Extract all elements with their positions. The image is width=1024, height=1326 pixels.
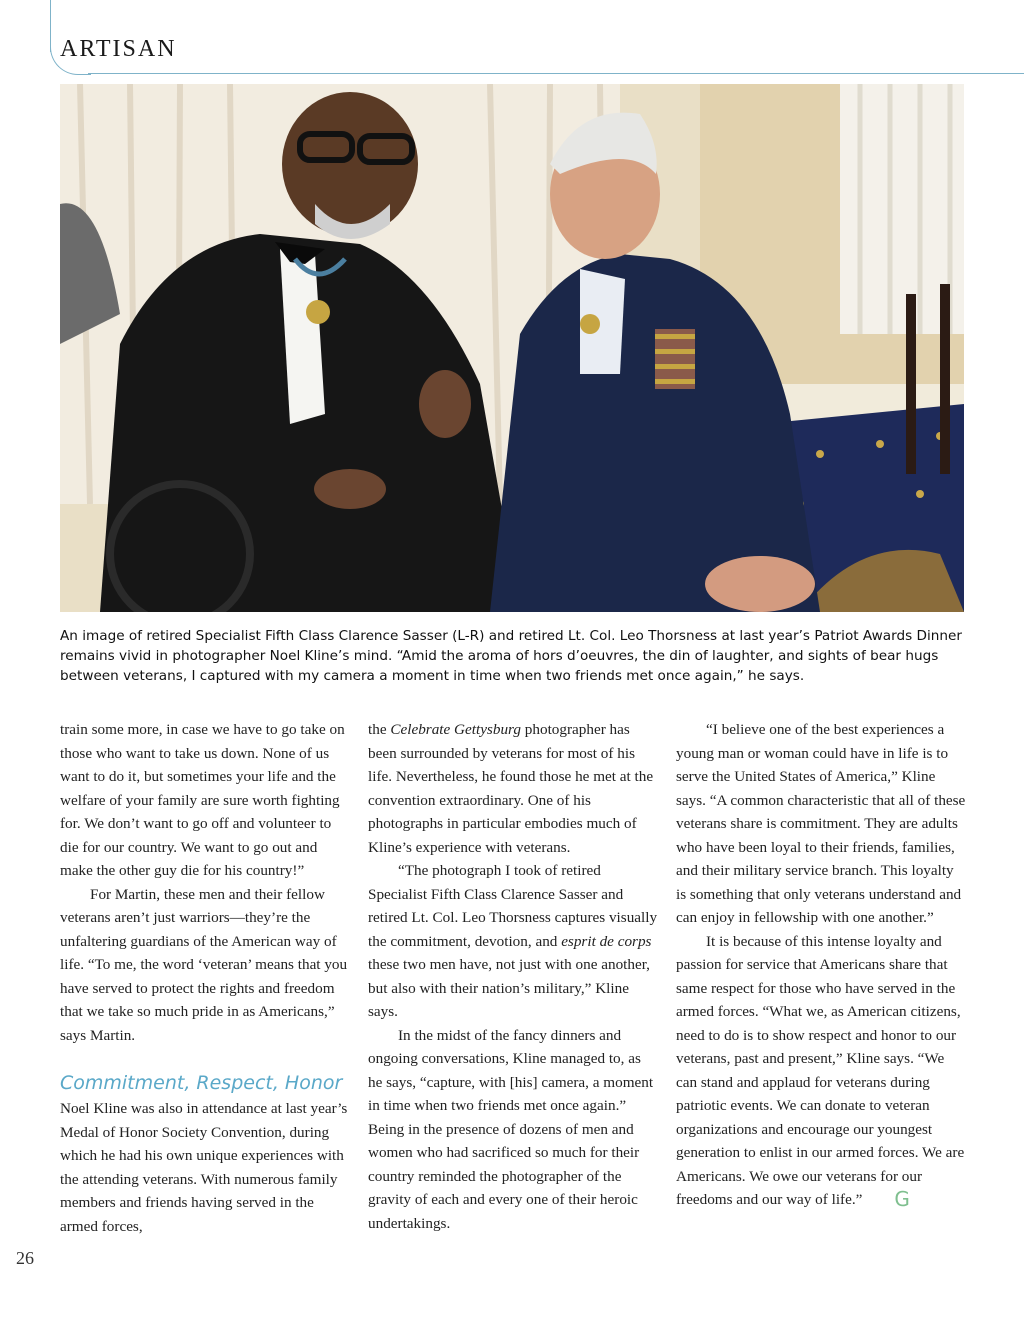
- column2-paragraph-3: In the midst of the fancy dinners and ongoing conversations, Kline managed to, as he says, “capture, with [his] camera, a moment in time when two friends met once again.” Being in the presence of dozens of men and women who had sacrificed so much for their country reminded the photographer of the gravity of each and every one of their heroic undertakings.: [368, 1026, 654, 1232]
- article-column-1: [60, 718, 350, 1238]
- column2-p2-text-a: “The photograph I took of retired Specialist Fifth Class Clarence Sasser and retired Lt. Col. Leo Thorsness captures visually the commitment, devotion, and: [368, 862, 658, 950]
- article-column-2: [368, 718, 658, 1235]
- column2-p1-text-a: the: [368, 721, 391, 738]
- column2-paragraph-2: [368, 859, 658, 1024]
- column1-paragraph-1: train some more, in case we have to go take on those who want to take us down. None of us want to do it, but sometimes your life and the welfare of your family are sure worth fighting for. We don’t want to go off and volunteer to die for our country. We want to go out and make the other guy die for his country!”: [60, 721, 345, 879]
- header-frame-rule: [88, 73, 1024, 74]
- column2-p2-italic: esprit de corps: [561, 932, 652, 950]
- column3-p2-text: It is because of this intense loyalty and passion for service that Americans share that same respect for those who have served in the armed forces. “What we, as American citizens, need to do is to show respect and honor to our veterans, past and present,” Kline says. “We can stand and applaud for veterans during patriotic events. We can donate to veteran organizations and encourage our youngest generation to enlist in our armed forces. We are Americans. We owe our veterans for our freedoms and our way of life.”: [676, 932, 965, 1208]
- article-photo: [60, 84, 964, 612]
- photo-illustration: [60, 84, 964, 612]
- column2-p1-text-b: photographer has been surrounded by veterans for most of his life. Nevertheless, he found those he met at the convention extraordinary. One of his photographs in particular embodies much of Kline’s experience with veterans.: [368, 721, 654, 856]
- article-column-3: [676, 718, 966, 1212]
- section-subheading: Commitment, Respect, Honor: [60, 1072, 343, 1094]
- column3-paragraph-2: [676, 930, 966, 1212]
- column2-p1-italic: Celebrate Gettysburg: [390, 721, 521, 738]
- column1-paragraph-2: For Martin, these men and their fellow veterans aren’t just warriors—they’re the unfaltering guardians of the American way of life. “To me, the word ‘veteran’ means that you have served to protect the rights and freedom that we take so much pride in as Americans,” says Martin.: [60, 885, 348, 1044]
- column3-paragraph-1: “I believe one of the best experiences a young man or woman could have in life is to serve the United States of America,” Kline says. “A common characteristic that all of these veterans share is commitment. They are adults who have been loyal to their friends, families, and their military service branch. This loyalty is something that only veterans understand and can enjoy in fellowship with one another.”: [676, 721, 966, 926]
- page-number: 26: [16, 1248, 34, 1268]
- section-title: ARTISAN: [60, 36, 177, 62]
- photo-caption: An image of retired Specialist Fifth Class Clarence Sasser (L-R) and retired Lt. Col. Leo Thorsness at last year’s Patriot Awards Dinner remains vivid in photographer Noel Kline’s mind. “Amid the aroma of hors d’oeuvres, the din of laughter, and sights of bear hugs between veterans, I captured with my camera a moment in time when two friends met once again,” he says.: [60, 628, 962, 684]
- column2-p2-text-b: these two men have, not just with one another, but also with their nation’s military,” Kline says.: [368, 956, 650, 1020]
- end-mark-icon: G: [894, 1187, 910, 1211]
- column2-paragraph-1: [368, 718, 658, 859]
- column1-paragraph-3: Noel Kline was also in attendance at last year’s Medal of Honor Society Convention, during which he had his own unique experiences with the attending veterans. With numerous family members and friends having served in the armed forces,: [60, 1100, 348, 1235]
